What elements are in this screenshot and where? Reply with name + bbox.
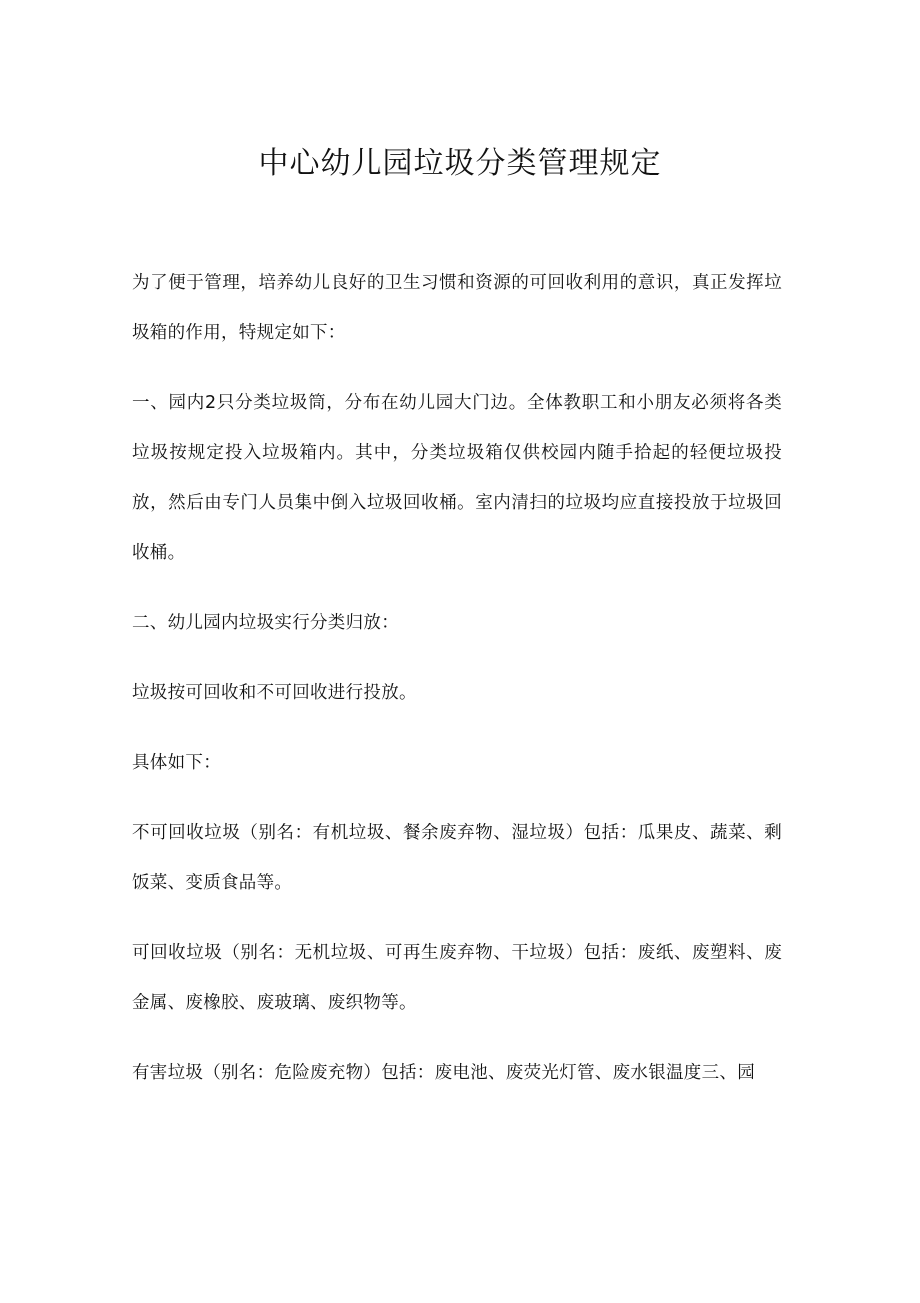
paragraph-hazardous: 有害垃圾（别名：危险废充物）包括：废电池、废荧光灯管、废水银温度三、园	[132, 1063, 755, 1083]
paragraph-intro: 为了便于管理，培养幼儿良好的卫生习惯和资源的可回收利用的意识，真正发挥垃圾箱的作用，特规定如下：	[132, 273, 782, 343]
document-title: 中心幼儿园垃圾分类管理规定	[258, 146, 662, 181]
paragraph-sorting-rule: 垃圾按可回收和不可回收进行投放。	[132, 683, 417, 703]
paragraph-non-recyclable: 不可回收垃圾（别名：有机垃圾、餐余废弃物、湿垃圾）包括：瓜果皮、蔬菜、剩饭菜、变质食品等。	[132, 823, 782, 893]
paragraph-recyclable: 可回收垃圾（别名：无机垃圾、可再生废弃物、干垃圾）包括：废纸、废塑料、废金属、废橡胶、废玻璃、废织物等。	[132, 943, 782, 1013]
paragraph-section-two-heading: 二、幼儿园内垃圾实行分类归放：	[132, 613, 399, 633]
document-body	[132, 258, 782, 1098]
paragraph-details-heading: 具体如下：	[132, 753, 221, 773]
paragraph-section-one: 一、园内2只分类垃圾筒，分布在幼儿园大门边。全体教职工和小朋友必须将各类垃圾按规定投入垃圾箱内。其中，分类垃圾箱仅供校园内随手拾起的轻便垃圾投放，然后由专门人员集中倒入垃圾回收桶。室内清扫的垃圾均应直接投放于垃圾回收桶。	[132, 393, 782, 563]
